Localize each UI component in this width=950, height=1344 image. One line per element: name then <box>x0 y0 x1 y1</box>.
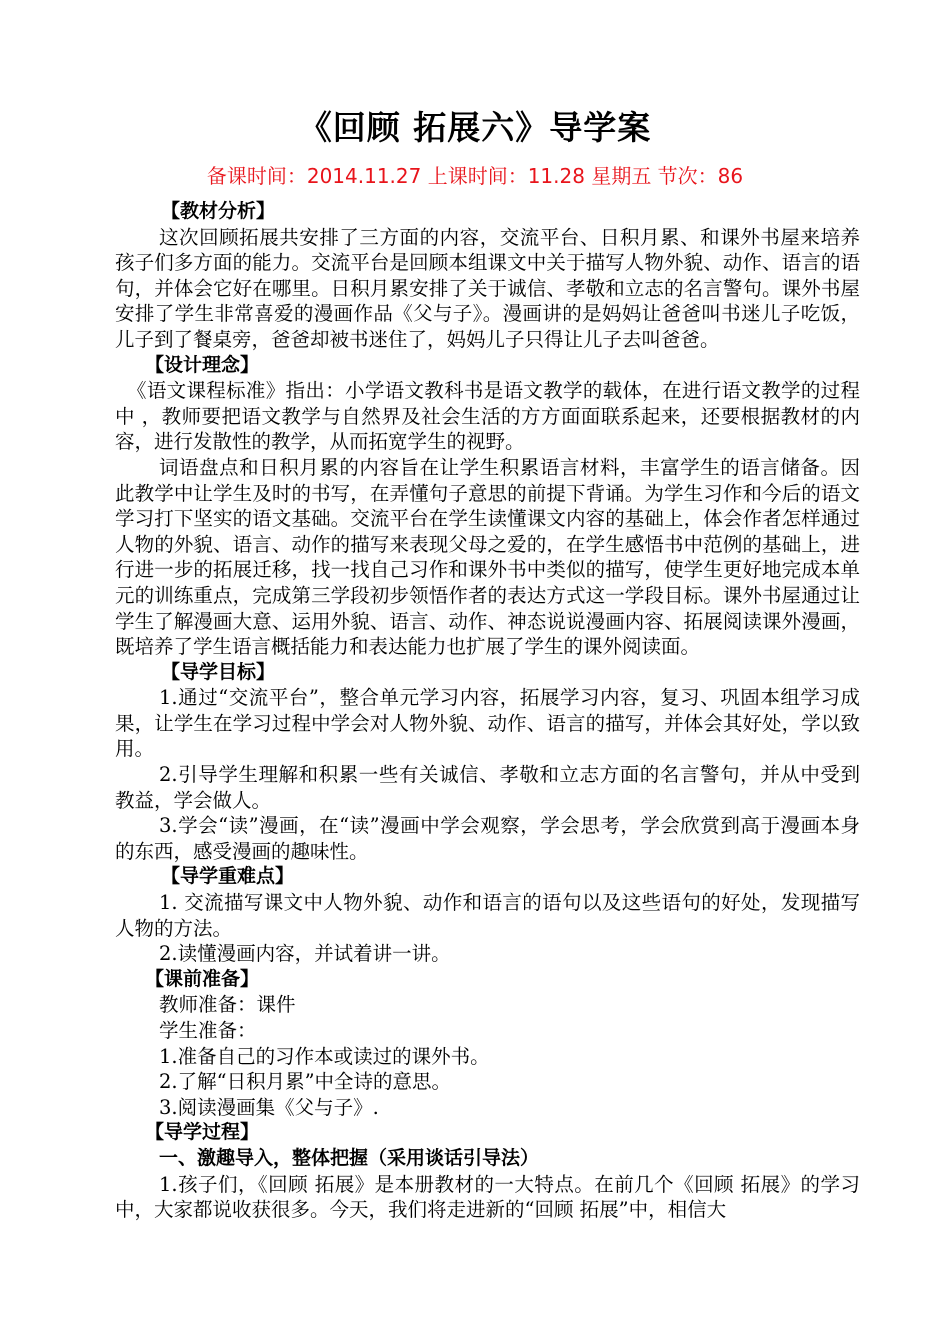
teacher-preparation: 教师准备：课件 <box>159 993 296 1017</box>
process-step-1-heading: 一、激趣导入，整体把握（采用谈话引导法） <box>159 1146 540 1169</box>
concept-paragraph-1: 《语文课程标准》指出：小学语文教科书是语文教学的载体，在进行语文教学的过程中 ，教师要把语文教学与自然界及社会生活的方方面面联系起来，还要根据教材的内容，进行发散性的教学，从而拓宽学生的视野。 <box>115 379 860 454</box>
student-preparation-item-1: 1.准备自己的习作本或读过的课外书。 <box>159 1044 490 1068</box>
document-title: 《回顾 拓展六》导学案 <box>298 108 652 147</box>
section-heading-analysis: 【教材分析】 <box>161 200 276 222</box>
goal-item-3: 3.学会“读”漫画，在“读”漫画中学会观察，学会思考，学会欣赏到高于漫画本身的东西，感受漫画的趣味性。 <box>115 814 860 863</box>
section-heading-goals: 【导学目标】 <box>161 660 276 683</box>
analysis-paragraph: 这次回顾拓展共安排了三方面的内容，交流平台、日积月累、和课外书屋来培养孩子们多方面的能力。交流平台是回顾本组课文中关于描写人物外貌、动作、语言的语句，并体会它好在哪里。日积月累安排了关于诚信、孝敬和立志的名言警句。课外书屋安排了学生非常喜爱的漫画作品《父与子》。漫画讲的是妈妈让爸爸叫书迷儿子吃饭，儿子到了餐桌旁，爸爸却被书迷住了，妈妈儿子只得让儿子去叫爸爸。 <box>115 225 860 351</box>
goal-item-2: 2.引导学生理解和积累一些有关诚信、孝敬和立志方面的名言警句，并从中受到教益，学会做人。 <box>115 763 860 812</box>
process-step-1-paragraph: 1.孩子们，《回顾 拓展》是本册教材的一大特点。在前几个《回顾 拓展》的学习中，大家都说收获很多。今天，我们将走进新的“回顾 拓展”中，相信大 <box>115 1172 860 1222</box>
section-heading-concept: 【设计理念】 <box>145 353 260 376</box>
document-body <box>115 199 860 1223</box>
key-point-2: 2.读懂漫画内容，并试着讲一讲。 <box>159 942 451 966</box>
section-heading-process: 【导学过程】 <box>145 1121 260 1144</box>
lesson-schedule-line: 备课时间：2014.11.27 上课时间：11.28 星期五 节次：86 <box>206 164 744 188</box>
key-point-1: 1. 交流描写课文中人物外貌、动作和语言的语句以及这些语句的好处，发现描写人物的方法。 <box>115 891 860 940</box>
student-preparation-item-3: 3.阅读漫画集《父与子》. <box>159 1095 379 1119</box>
student-preparation-label: 学生准备： <box>159 1019 257 1042</box>
student-preparation-item-2: 2.了解“日积月累”中全诗的意思。 <box>159 1070 452 1094</box>
goal-item-1: 1.通过“交流平台”，整合单元学习内容，拓展学习内容，复习、巩固本组学习成果，让学生在学习过程中学会对人物外貌、动作、语言的描写，并体会其好处，学以致用。 <box>115 686 860 761</box>
concept-paragraph-2: 词语盘点和日积月累的内容旨在让学生积累语言材料，丰富学生的语言储备。因此教学中让学生及时的书写，在弄懂句子意思的前提下背诵。为学生习作和今后的语文学习打下坚实的语文基础。交流平台在学生读懂课文内容的基础上，体会作者怎样通过人物的外貌、语言、动作的描写来表现父母之爱的，在学生感悟书中范例的基础上，进行进一步的拓展迁移，找一找自己习作和课外书中类似的描写，使学生更好地完成本单元的训练重点，完成第三学段初步领悟作者的表达方式这一学段目标。课外书屋通过让学生了解漫画大意、运用外貌、语言、动作、神态说说漫画内容、拓展阅读课外漫画，既培养了学生语言概括能力和表达能力也扩展了学生的课外阅读面。 <box>115 455 860 659</box>
section-heading-key-points: 【导学重难点】 <box>161 865 295 888</box>
section-heading-preparation: 【课前准备】 <box>145 967 260 990</box>
